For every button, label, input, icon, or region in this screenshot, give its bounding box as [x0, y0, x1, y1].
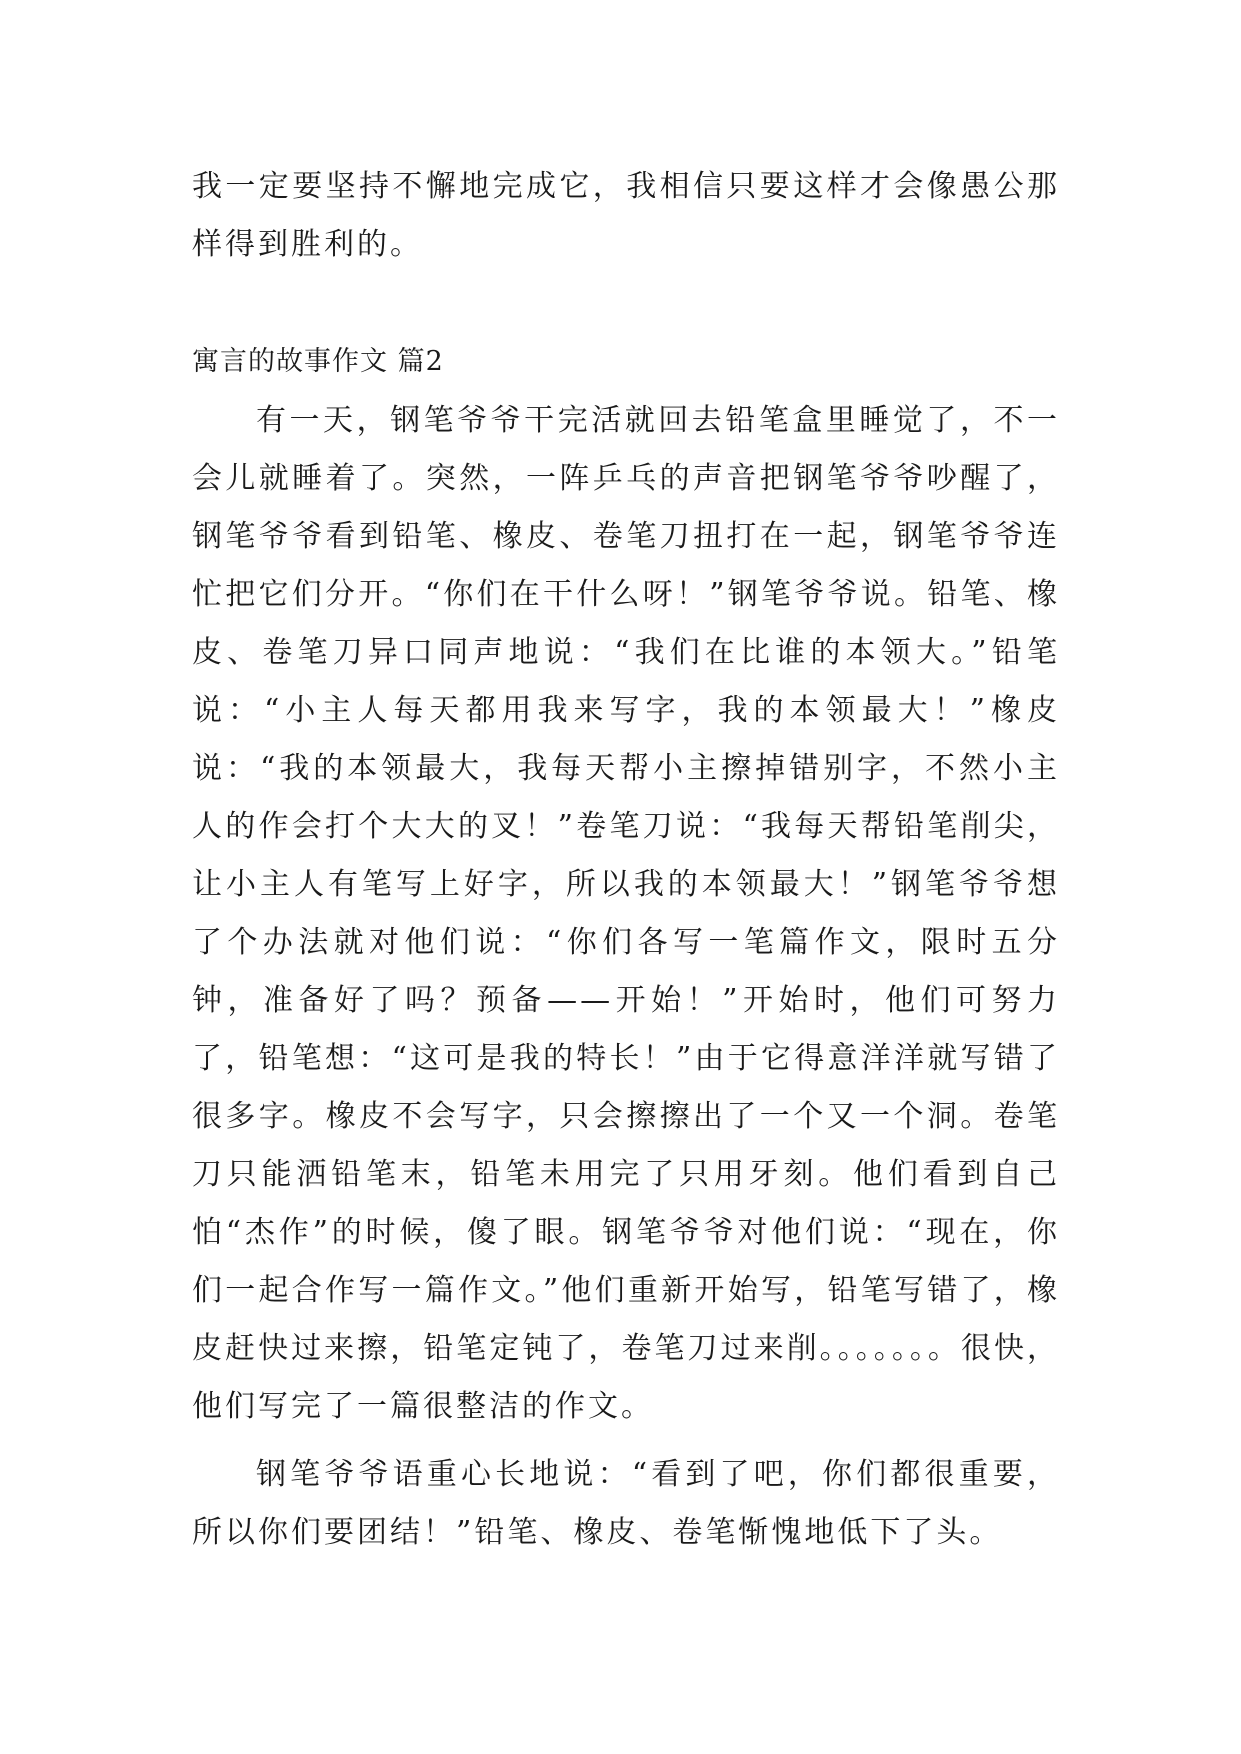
section-heading: 寓言的故事作文 篇2	[192, 346, 444, 377]
story-paragraph: 有一天，钢笔爷爷干完活就回去铅笔盒里睡觉了，不一会儿就睡着了。突然，一阵乒乓的声音把钢笔爷爷吵醒了，钢笔爷爷看到铅笔、橡皮、卷笔刀扭打在一起，钢笔爷爷连忙把它们分开。“你们在干什么呀！”钢笔爷爷说。铅笔、橡皮、卷笔刀异口同声地说：“我们在比谁的本领大。”铅笔说：“小主人每天都用我来写字，我的本领最大！”橡皮说：“我的本领最大，我每天帮小主擦掉错别字，不然小主人的作会打个大大的叉！”卷笔刀说：“我每天帮铅笔削尖，让小主人有笔写上好字，所以我的本领最大！”钢笔爷爷想了个办法就对他们说：“你们各写一笔篇作文，限时五分钟，准备好了吗？预备——开始！”开始时，他们可努力了，铅笔想：“这可是我的特长！”由于它得意洋洋就写错了很多字。橡皮不会写字，只会擦擦出了一个又一个洞。卷笔刀只能洒铅笔末，铅笔未用完了只用牙刻。他们看到自己怕“杰作”的时候，傻了眼。钢笔爷爷对他们说：“现在，你们一起合作写一篇作文。”他们重新开始写，铅笔写错了，橡皮赶快过来擦，铅笔定钝了，卷笔刀过来削。。。。。。。很快，他们写完了一篇很整洁的作文。	[192, 403, 1060, 1424]
closing-paragraph: 钢笔爷爷语重心长地说：“看到了吧，你们都很重要，所以你们要团结！”铅笔、橡皮、卷笔惭愧地低下了头。	[192, 1457, 1060, 1550]
intro-paragraph: 我一定要坚持不懈地完成它，我相信只要这样才会像愚公那样得到胜利的。	[192, 169, 1060, 262]
